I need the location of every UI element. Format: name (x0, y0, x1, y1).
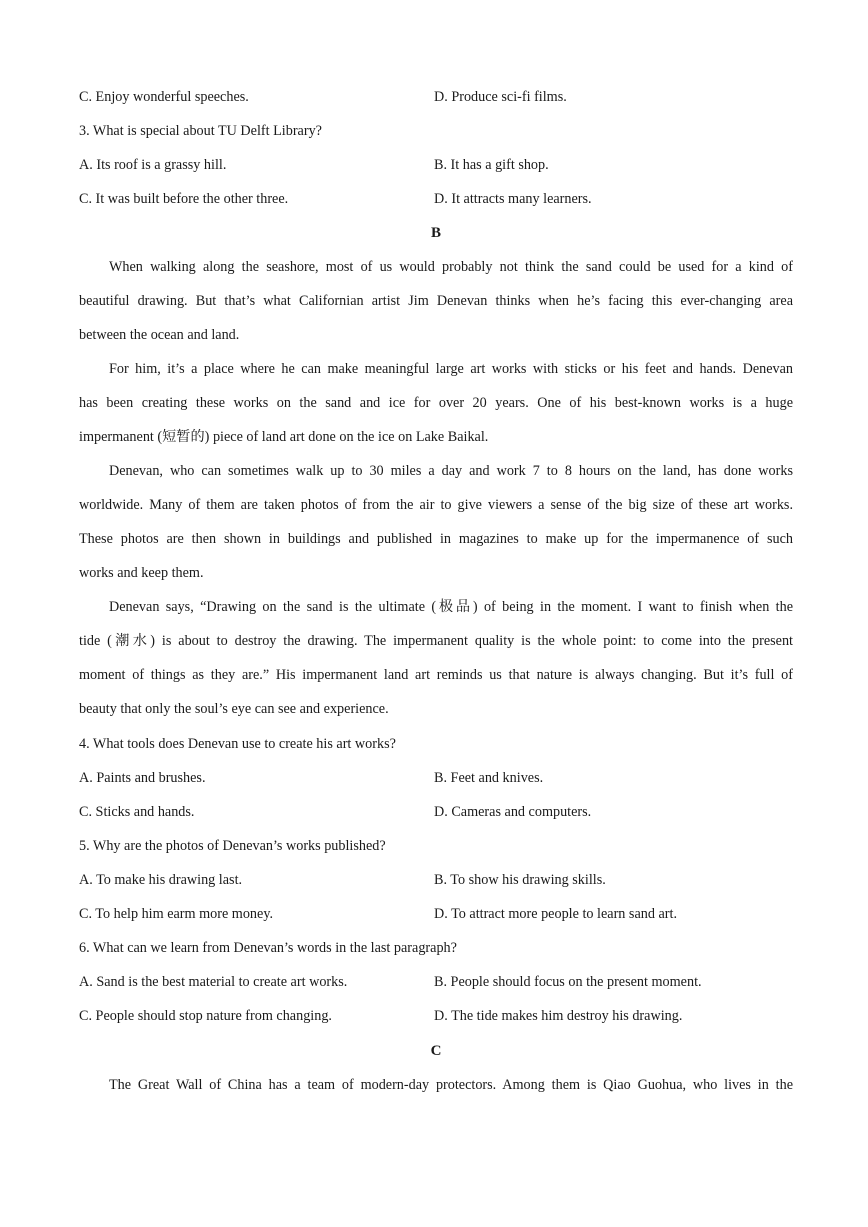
q3-option-c: C. It was built before the other three. (79, 191, 289, 207)
section-b-heading: B (430, 225, 441, 241)
passage-b-line: between the ocean and land. (79, 327, 240, 343)
q5-option-b: B. To show his drawing skills. (434, 872, 606, 888)
q5-option-c: C. To help him earm more money. (79, 906, 274, 922)
passage-b-line: beautiful drawing. But that’s what Californian artist Jim Denevan thinks when he’s facing this ever-changing area (79, 293, 793, 309)
passage-b-line: beauty that only the soul’s eye can see and experience. (79, 701, 389, 717)
q3-question: 3. What is special about TU Delft Library? (79, 123, 322, 139)
q4-option-b: B. Feet and knives. (434, 770, 544, 786)
passage-b-line: When walking along the seashore, most of us would probably not think the sand could be used for a kind of (109, 259, 793, 275)
q3-option-d: D. It attracts many learners. (434, 191, 592, 207)
q6-question: 6. What can we learn from Denevan’s words in the last paragraph? (79, 940, 457, 956)
passage-b-line: has been creating these works on the sand and ice for over 20 years. One of his best-known works is a huge (79, 395, 793, 411)
q3-option-b: B. It has a gift shop. (434, 157, 549, 173)
q4-option-d: D. Cameras and computers. (434, 804, 592, 820)
passage-b-line: Denevan, who can sometimes walk up to 30 miles a day and work 7 to 8 hours on the land, has done works (109, 463, 793, 479)
q4-option-a: A. Paints and brushes. (79, 770, 206, 786)
q2-option-c: C. Enjoy wonderful speeches. (79, 89, 249, 105)
passage-b-line: For him, it’s a place where he can make meaningful large art works with sticks or his feet and hands. Denevan (109, 361, 793, 377)
q6-option-b: B. People should focus on the present moment. (434, 974, 702, 990)
q6-option-d: D. The tide makes him destroy his drawing. (434, 1008, 683, 1024)
section-c-heading: C (430, 1043, 442, 1059)
q4-option-c: C. Sticks and hands. (79, 804, 195, 820)
passage-b-line: Denevan says, “Drawing on the sand is the ultimate (极品) of being in the moment. I want to finish when the (109, 599, 793, 615)
q4-question: 4. What tools does Denevan use to create his art works? (79, 736, 396, 752)
passage-b-line: works and keep them. (79, 565, 204, 581)
passage-c-line: The Great Wall of China has a team of modern-day protectors. Among them is Qiao Guohua, who lives in the (109, 1077, 793, 1093)
q6-option-a: A. Sand is the best material to create art works. (79, 974, 348, 990)
q5-question: 5. Why are the photos of Denevan’s works published? (79, 838, 386, 854)
q6-option-c: C. People should stop nature from changing. (79, 1008, 332, 1024)
passage-b-line: tide (潮水) is about to destroy the drawing. The impermanent quality is the whole point: to come into the present (79, 633, 793, 649)
passage-b-line: moment of things as they are.” His impermanent land art reminds us that nature is always changing. But it’s full of (79, 667, 793, 683)
q3-option-a: A. Its roof is a grassy hill. (79, 157, 227, 173)
passage-b-line: impermanent (短暂的) piece of land art done on the ice on Lake Baikal. (79, 429, 489, 445)
q2-option-d: D. Produce sci-fi films. (434, 89, 567, 105)
passage-b-line: worldwide. Many of them are taken photos of from the air to give viewers a sense of the big size of these art works. (79, 497, 793, 513)
passage-b-line: These photos are then shown in buildings and published in magazines to make up for the impermanence of such (79, 531, 793, 547)
q5-option-d: D. To attract more people to learn sand art. (434, 906, 677, 922)
q5-option-a: A. To make his drawing last. (79, 872, 243, 888)
